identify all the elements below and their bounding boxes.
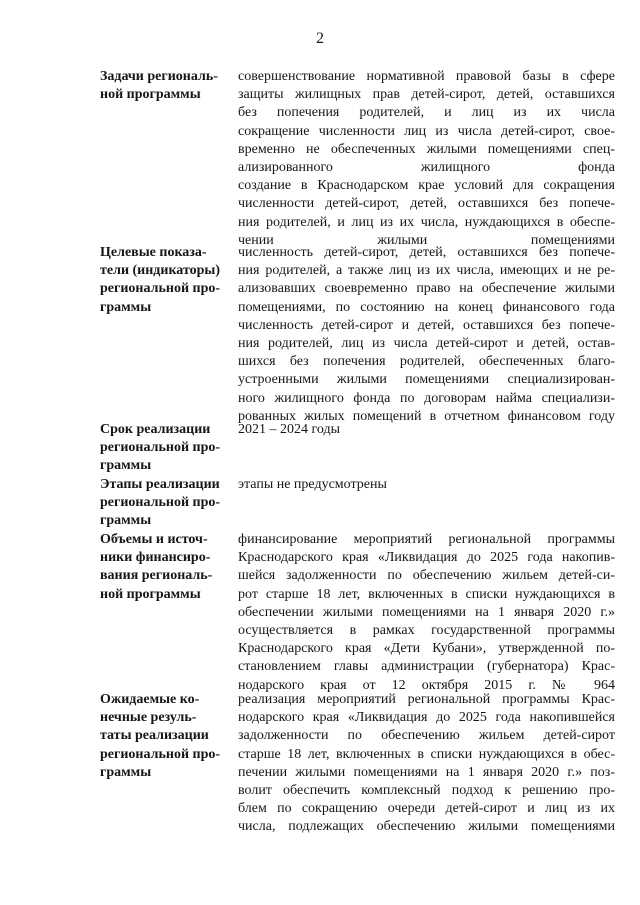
row-label — [100, 244, 235, 317]
row-content — [238, 531, 615, 695]
label-line: Этапы реализации — [100, 477, 220, 492]
row-content — [238, 244, 615, 426]
text-line: устроенными жилыми помещениями специализирован- — [238, 372, 615, 388]
text-line: нодарского края «Ликвидация до 2025 года накопившейся — [238, 710, 615, 726]
text-line: Краснодарского края «Дети Кубани», утвержденной по- — [238, 641, 615, 657]
text-line: численность детей-сирот и детей, оставшихся без попече- — [238, 317, 615, 333]
text-line: шейся задолженности по обеспечению жильем детей-си- — [238, 568, 615, 584]
text-line: ализированного жилищного фонда — [238, 160, 615, 176]
text-line: этапы не предусмотрены — [238, 477, 387, 492]
text-line: временно не обеспеченных жилыми помещениями спец- — [238, 141, 615, 157]
text-line: сокращение численности лиц из числа детей-сирот, свое- — [238, 123, 615, 139]
text-line: численности детей-сирот, детей, оставшихся без попече- — [238, 196, 615, 212]
text-line: старше 18 лет, включенных в списки нуждающихся в обес- — [238, 746, 615, 762]
text-line: осуществляется в рамках государственной программы — [238, 623, 615, 639]
page-number: 2 — [316, 30, 324, 47]
row-content — [238, 421, 615, 439]
text-line: числа, подлежащих обеспечению жилыми помещениями — [238, 819, 615, 835]
label-line: региональной про- — [100, 281, 221, 297]
text-line: помещениями, по состоянию на конец финансового года — [238, 299, 615, 315]
text-line: без попечения родителей, и лиц из их числа — [238, 105, 615, 121]
label-line: граммы — [100, 299, 152, 315]
text-line: финансирование мероприятий региональной программы — [238, 532, 615, 547]
label-line: Объемы и источ- — [100, 532, 208, 547]
text-line: рот старше 18 лет, включенных в списки нуждающихся в — [238, 586, 615, 602]
text-line: задолженности по обеспечению жильем детей-сирот — [238, 728, 615, 744]
text-line: реализация мероприятий региональной программы Крас- — [238, 692, 615, 707]
label-line: Срок реализации — [100, 422, 211, 437]
text-line: печении жилыми помещениями на 1 января 2020 г.» поз- — [238, 764, 615, 780]
text-line: Краснодарского края «Ликвидация до 2025 года накопив- — [238, 550, 615, 566]
text-line: совершенствование нормативной правовой базы в сфере — [238, 69, 615, 84]
label-line: Ожидаемые ко- — [100, 692, 200, 707]
text-line: ния родителей, лиц из числа детей-сирот и детей, остав- — [238, 336, 615, 352]
label-line: граммы — [100, 458, 152, 474]
text-line: 2021 – 2024 годы — [238, 422, 341, 437]
text-line: чении жилыми помещениями — [238, 232, 615, 248]
text-line: ния родителей, и лиц из их числа, нуждающихся в обеспе- — [238, 214, 615, 230]
label-line: вания региональ- — [100, 568, 213, 584]
label-line: граммы — [100, 513, 152, 529]
text-line: становлением главы администрации (губернатора) Крас- — [238, 659, 615, 675]
text-line: численность детей-сирот, детей, оставшихся без попече- — [238, 245, 615, 260]
text-line: шихся без попечения родителей, обеспеченных благо- — [238, 354, 615, 370]
label-line: региональной про- — [100, 746, 221, 762]
text-line: ния родителей, а также лиц из их числа, имеющих и не ре- — [238, 263, 615, 279]
row-content — [238, 691, 615, 837]
label-line: Целевые показа- — [100, 245, 207, 260]
text-line: волит обеспечить комплексный подход к решению про- — [238, 783, 615, 799]
label-line: региональной про- — [100, 495, 221, 511]
label-line: региональной про- — [100, 440, 221, 456]
text-line: блем по сокращению очереди детей-сирот и лиц из их — [238, 801, 615, 817]
row-label — [100, 531, 235, 604]
text-line: ализовавших своевременно право на обеспечение жилыми — [238, 281, 615, 297]
row-label — [100, 421, 235, 476]
row-label — [100, 68, 235, 104]
text-line: обеспечении жилыми помещениями на 1 января 2020 г.» — [238, 604, 615, 620]
row-content — [238, 68, 615, 250]
text-line: ного жилищного фонда по договорам найма специализи- — [238, 390, 615, 406]
row-label — [100, 476, 235, 531]
text-line: нодарского края от 12 октября 2015 г. № 964 — [238, 677, 615, 693]
label-line: Задачи региональ- — [100, 69, 218, 84]
label-line: ной программы — [100, 586, 201, 602]
label-line: граммы — [100, 764, 152, 780]
text-line: защиты жилищных прав детей-сирот, детей, оставшихся — [238, 87, 615, 103]
text-line: создание в Краснодарском крае условий для сокращения — [238, 178, 615, 194]
label-line: ной программы — [100, 87, 201, 103]
label-line: тели (индикаторы) — [100, 263, 221, 279]
row-content — [238, 476, 615, 494]
row-label — [100, 691, 235, 782]
label-line: ники финансиро- — [100, 550, 211, 566]
label-line: нечные резуль- — [100, 710, 197, 726]
text-line: рованных жилых помещений в отчетном финансовом году — [238, 408, 615, 424]
label-line: таты реализации — [100, 728, 209, 744]
